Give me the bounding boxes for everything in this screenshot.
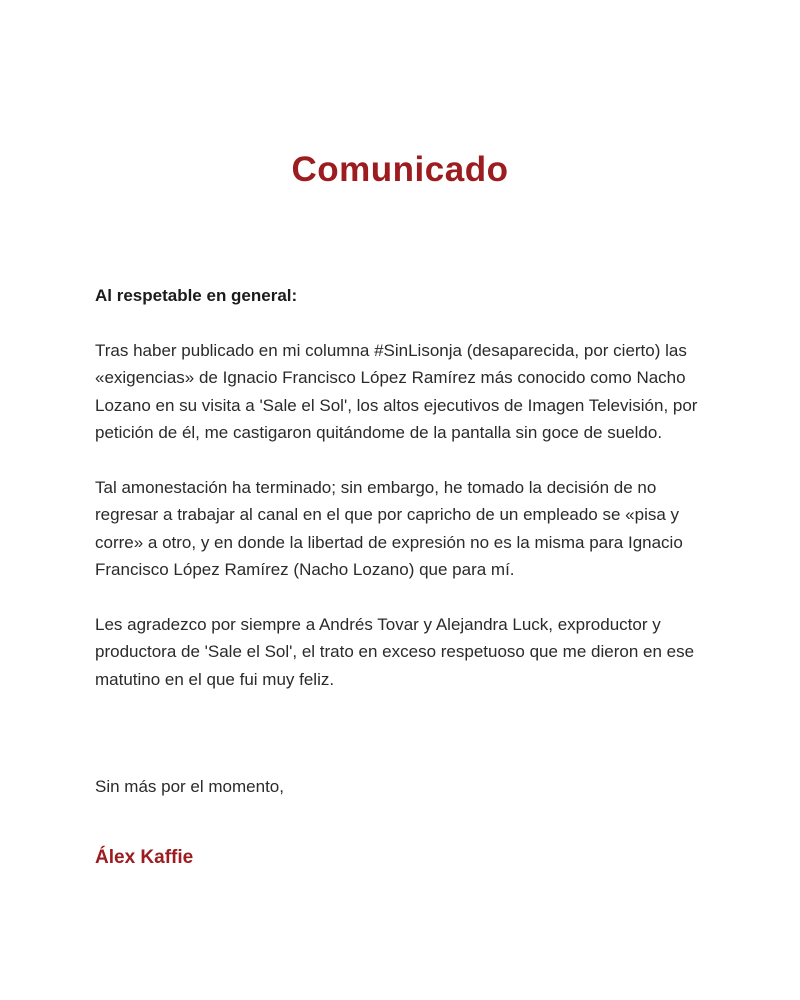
paragraph-2: Tal amonestación ha terminado; sin embargo, he tomado la decisión de no regresar a trabajar al canal en el que por capricho de un empleado se «pisa y corre» a otro, y en donde la libertad de expresión no es la misma para Ignacio Francisco López Ramírez (Nacho Lozano) que para mí.: [95, 477, 683, 579]
closing-line: Sin más por el momento,: [95, 777, 284, 796]
salutation: Al respetable en general:: [95, 286, 298, 305]
signature: Álex Kaffie: [95, 846, 194, 868]
document-body: [0, 190, 800, 871]
paragraph-3: Les agradezco por siempre a Andrés Tovar y Alejandra Luck, exproductor y productora de 'Sale el Sol', el trato en exceso respetuoso que me dieron en ese matutino en el que fui muy feliz.: [95, 614, 695, 689]
paragraph-1: Tras haber publicado en mi columna #SinLisonja (desaparecida, por cierto) las «exigencias» de Ignacio Francisco López Ramírez más conocido como Nacho Lozano en su visita a 'Sale el Sol', los altos ejecutivos de Imagen Televisión, por petición de él, me castigaron quitándome de la pantalla sin goce de sueldo.: [95, 340, 698, 442]
page-title: Comunicado: [291, 150, 509, 189]
